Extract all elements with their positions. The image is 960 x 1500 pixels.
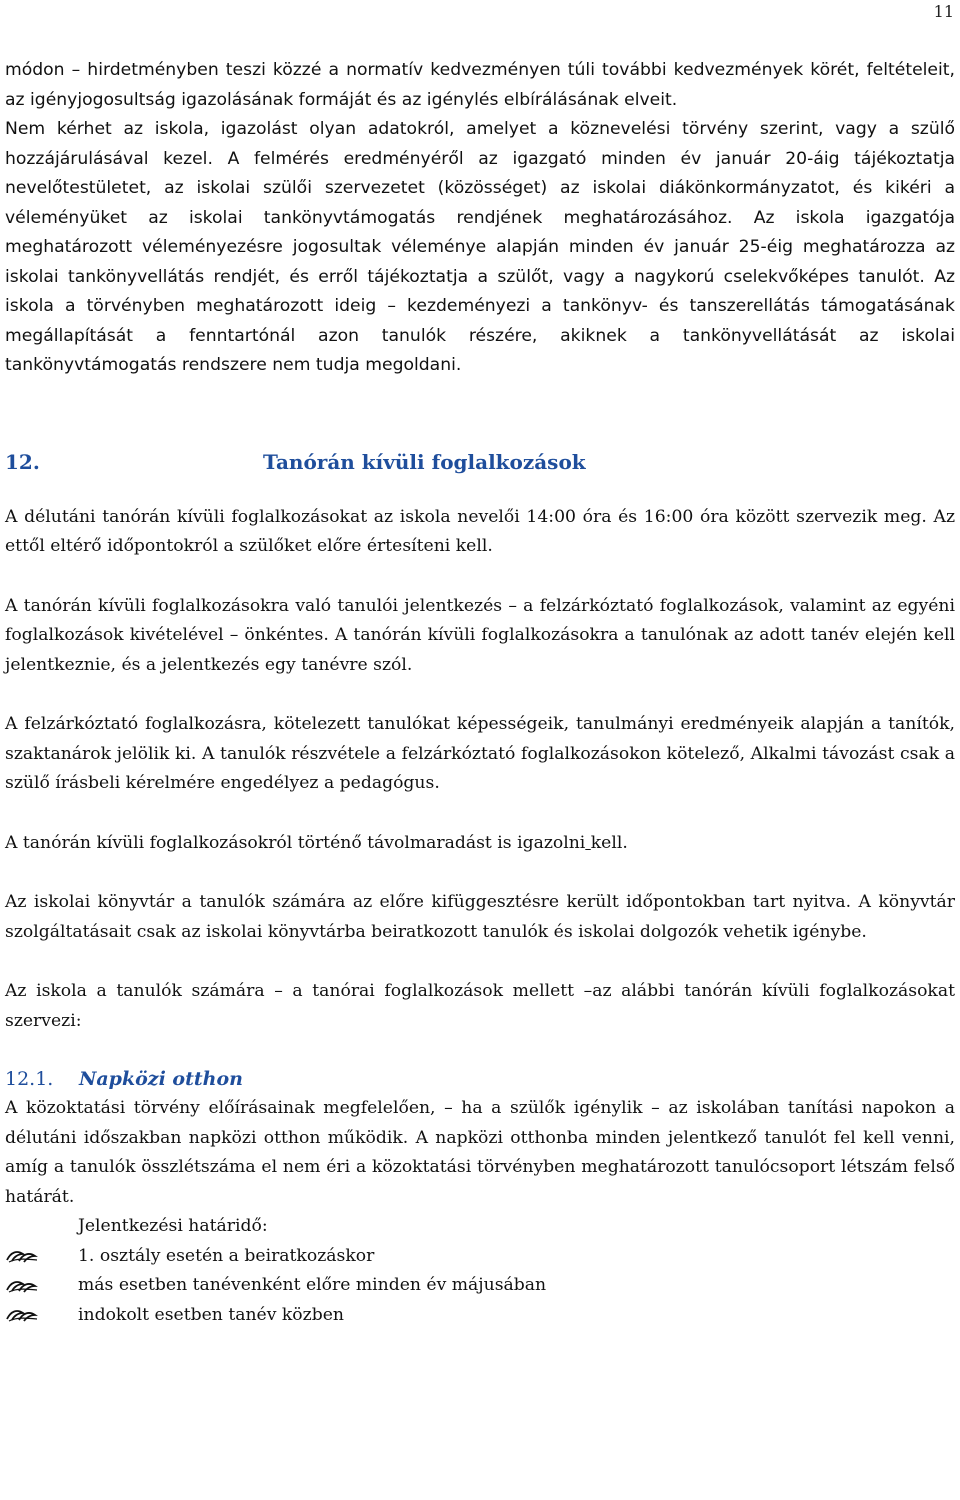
list-item xyxy=(5,1242,955,1272)
absence-text-start: A tanórán kívüli foglalkozásokról történő távolmaradást is igazolni xyxy=(5,832,586,853)
leaf-bullet-icon xyxy=(5,1307,42,1323)
section-12-1-heading xyxy=(5,1064,955,1094)
list-item xyxy=(5,1271,955,1301)
paragraph-textbook-support: Nem kérhet az iskola, igazolást olyan adatokról, amelyet a köznevelési törvény szerint, vagy a szülő hozzájárulásával kezel. A felmérés eredményéről az igazgató minden év január 20-áig tájékoztatja nevelőtestületet, az iskolai szülői szervezetet (közösséget) az iskolai diákönkormányzatot, és kikéri a véleményüket az iskolai tankönyvtámogatás rendjének meghatározásához. Az iskola igazgatója meghatározott véleményezésre jogosultak véleménye alapján minden év január 25-éig meghatározza az iskolai tankönyvellátás rendjét, és erről tájékoztatja a szülőt, vagy a nagykorú cselekvőképes tanulót. Az iskola a törvényben meghatározott ideig – kezdeményezi a tankönyv- és tanszerellátás támogatásának megállapítását a fenntartónál azon tanulók részére, akiknek a tankönyvellátását az iskolai tankönyvtámogatás rendszere nem tudja megoldani. xyxy=(5,119,955,375)
section-12-1-number: 12.1. xyxy=(5,1068,54,1090)
section-12-title: Tanórán kívüli foglalkozások xyxy=(263,449,586,474)
section-12-number: 12. xyxy=(5,449,40,474)
page-number: 11 xyxy=(933,2,954,21)
paragraph-remedial-classes: A felzárkóztató foglalkozásra, kötelezett tanulókat képességeik, tanulmányi eredményeik alapján a tanítók, szaktanárok jelölik ki. A tanulók részvétele a felzárkóztató foglalkozásokon kötelező, Alkalmi távozást csak a szülő írásbeli kérelmére engedélyez a pedagógus. xyxy=(5,714,955,793)
paragraph-absence-justification xyxy=(5,829,955,859)
list-item-text: indokolt esetben tanév közben xyxy=(78,1304,344,1325)
paragraph-after-school-care: A közoktatási törvény előírásainak megfelelően, – ha a szülők igénylik – az iskolában tanítási napokon a délutáni időszakban napközi otthon működik. A napközi otthonba minden jelentkező tanulót fel kell venni, amíg a tanulók összlétszáma el nem éri a közoktatási törvényben meghatározott tanulócsoport létszám felső határát. xyxy=(5,1098,955,1207)
paragraph-library: Az iskolai könyvtár a tanulók számára az előre kifüggesztésre került időpontokban tart nyitva. A könyvtár szolgáltatásait csak az iskolai könyvtárba beiratkozott tanulók és iskolai dolgozók vehetik igénybe. xyxy=(5,892,955,942)
paragraph-afternoon-activities: A délutáni tanórán kívüli foglalkozásokat az iskola nevelői 14:00 óra és 16:00 óra között szervezik meg. Az ettől eltérő időpontokról a szülőket előre értesíteni kell. xyxy=(5,506,955,556)
section-12-heading xyxy=(5,447,955,477)
paragraph-intro-continuation: módon – hirdetményben teszi közzé a normatív kedvezményen túli további kedvezmények körét, feltételeit, az igényjogosultság igazolásának formáját és az igénylés elbírálásának elveit. xyxy=(5,60,955,110)
leaf-bullet-icon xyxy=(5,1248,42,1264)
registration-deadline-list xyxy=(5,1242,955,1331)
paragraph-voluntary-registration: A tanórán kívüli foglalkozásokra való tanulói jelentkezés – a felzárkóztató foglalkozások, valamint az egyéni foglalkozások kivételével – önkéntes. A tanórán kívüli foglalkozásokra a tanulónak az adott tanév elején kell jelentkeznie, és a jelentkezés egy tanévre szól. xyxy=(5,595,955,675)
section-12-1-title: Napközi otthon xyxy=(79,1068,243,1090)
paragraph-extracurricular-list-intro: Az iskola a tanulók számára – a tanórai foglalkozások mellett –az alábbi tanórán kívüli foglalkozásokat szervezi: xyxy=(5,981,955,1031)
list-item-text: 1. osztály esetén a beiratkozáskor xyxy=(78,1245,375,1266)
absence-text-end: kell. xyxy=(590,832,628,853)
leaf-bullet-icon xyxy=(5,1278,42,1294)
list-item xyxy=(5,1301,955,1331)
page-content xyxy=(5,56,955,1330)
list-item-text: más esetben tanévenként előre minden év májusában xyxy=(78,1275,547,1295)
registration-deadline-label: Jelentkezési határidő: xyxy=(78,1216,268,1236)
